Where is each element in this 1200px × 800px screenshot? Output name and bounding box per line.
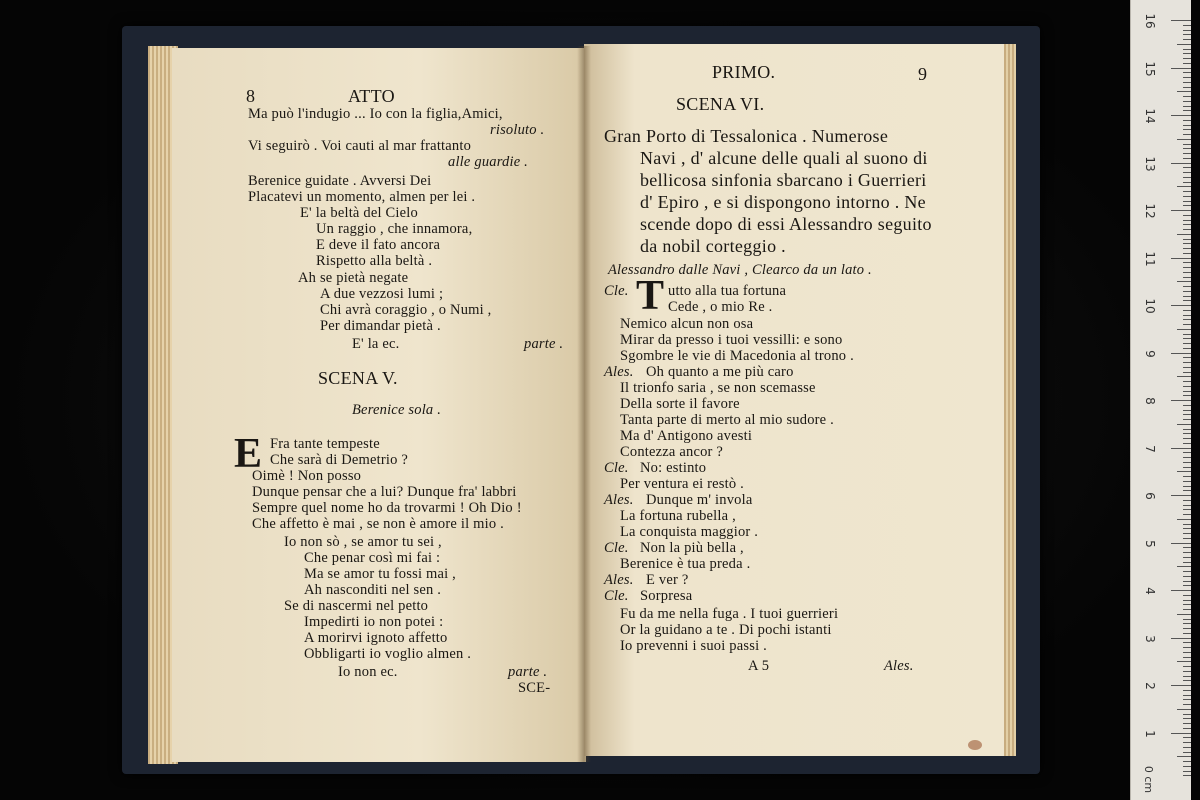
ruler-tick: [1183, 110, 1191, 111]
ruler-tick: [1183, 319, 1191, 320]
ruler-tick: [1183, 39, 1191, 40]
ruler-tick: [1183, 595, 1191, 596]
left-running-head: ATTO: [348, 86, 395, 106]
ruler-tick: [1177, 186, 1191, 187]
ruler-tick: [1183, 718, 1191, 719]
ruler-tick: [1183, 30, 1191, 31]
ruler-tick: [1183, 429, 1191, 430]
ruler-tick: [1183, 538, 1191, 539]
ruler-tick: [1177, 376, 1191, 377]
ruler-tick: [1171, 685, 1191, 686]
verse-line: E deve il fato ancora: [316, 237, 441, 253]
stage-direction: risoluto .: [490, 122, 545, 138]
ruler-tick: [1183, 405, 1191, 406]
ruler-tick: [1183, 395, 1191, 396]
aria-line: Obbligarti io voglio almen .: [304, 646, 472, 662]
left-page-number: 8: [246, 86, 256, 106]
verse-line: A due vezzosi lumi ;: [320, 286, 444, 302]
ruler-tick: [1177, 661, 1191, 662]
ruler-tick: [1183, 647, 1191, 648]
ruler-tick: [1183, 87, 1191, 88]
ruler-tick: [1183, 272, 1191, 273]
ruler-tick: [1183, 224, 1191, 225]
ruler-tick: [1183, 524, 1191, 525]
ruler-tick: [1177, 709, 1191, 710]
ruler-tick: [1171, 590, 1191, 591]
dialogue-line: Contezza ancor ?: [620, 444, 724, 460]
ruler-tick: [1183, 410, 1191, 411]
scene-description-line: bellicosa sinfonia sbarcano i Guerrieri: [640, 170, 927, 190]
aria-line: Che sarà di Demetrio ?: [270, 452, 409, 468]
ruler-tick: [1183, 248, 1191, 249]
dialogue-line: No: estinto: [640, 460, 707, 476]
aria-line: A morirvi ignoto affetto: [304, 630, 448, 646]
dialogue-line: Sgombre le vie di Macedonia al trono .: [620, 348, 854, 364]
dialogue-line: Ma d' Antigono avesti: [620, 428, 753, 444]
ruler-tick: [1183, 58, 1191, 59]
dialogue-line: Il trionfo saria , se non scemasse: [620, 380, 816, 396]
ruler-tick: [1183, 737, 1191, 738]
ruler-tick: [1183, 514, 1191, 515]
catchword: SCE-: [518, 680, 551, 696]
aria-line: Se di nascermi nel petto: [284, 598, 429, 614]
ruler-tick: [1183, 533, 1191, 534]
dialogue-line: Or la guidano a te . Di pochi istanti: [620, 622, 832, 638]
ruler-tick: [1183, 158, 1191, 159]
ruler-tick: [1183, 300, 1191, 301]
ruler-tick: [1183, 671, 1191, 672]
verse-line: Chi avrà coraggio , o Numi ,: [320, 302, 492, 318]
ruler-tick: [1183, 53, 1191, 54]
ruler-tick: [1183, 642, 1191, 643]
ruler-tick: [1183, 714, 1191, 715]
ruler-tick: [1171, 115, 1191, 116]
ruler-number: 4: [1143, 587, 1157, 595]
ruler-tick: [1177, 614, 1191, 615]
ruler-tick: [1183, 600, 1191, 601]
ruler-tick: [1183, 101, 1191, 102]
ruler-tick: [1183, 72, 1191, 73]
ruler-tick: [1171, 543, 1191, 544]
right-running-head: PRIMO.: [712, 62, 776, 82]
speaker-label: Ales.: [604, 572, 634, 588]
signature-mark: A 5: [748, 658, 770, 674]
dialogue-line: Nemico alcun non osa: [620, 316, 754, 332]
ruler-tick: [1177, 329, 1191, 330]
dialogue-line: Non la più bella ,: [640, 540, 744, 556]
ruler-tick: [1183, 585, 1191, 586]
ruler-number: 15: [1143, 60, 1157, 77]
ruler-tick: [1183, 680, 1191, 681]
ruler-number: 7: [1143, 444, 1157, 453]
verse-line: Placatevi un momento, almen per lei .: [248, 189, 476, 205]
dialogue-line: Sorpresa: [640, 588, 693, 604]
ruler-number: 13: [1143, 155, 1157, 172]
scene-characters: Berenice sola .: [352, 402, 442, 418]
ruler-tick: [1183, 490, 1191, 491]
ruler-tick: [1177, 44, 1191, 45]
ruler-tick: [1183, 343, 1191, 344]
ruler-number: 12: [1143, 203, 1157, 219]
ruler-tick: [1183, 125, 1191, 126]
ruler-tick: [1183, 334, 1191, 335]
ruler-tick: [1177, 471, 1191, 472]
ruler-tick: [1183, 82, 1191, 83]
ruler-tick: [1183, 452, 1191, 453]
ruler-tick: [1183, 262, 1191, 263]
ruler-tick: [1183, 433, 1191, 434]
ruler-tick: [1183, 500, 1191, 501]
ruler-number: 10: [1143, 298, 1157, 314]
ruler-tick: [1183, 205, 1191, 206]
aria-line: Che affetto è mai , se non è amore il mio .: [252, 516, 504, 532]
ruler-tick: [1183, 771, 1191, 772]
verse-line: Berenice guidate . Avversi Dei: [248, 173, 432, 189]
ruler-tick: [1183, 267, 1191, 268]
book-gutter: [577, 46, 591, 762]
speaker-label: Cle.: [604, 460, 629, 476]
ruler-tick: [1171, 210, 1191, 211]
ruler-tick: [1177, 91, 1191, 92]
stage-direction: Alessandro dalle Navi , Clearco da un lato .: [608, 262, 872, 278]
ruler-tick: [1183, 699, 1191, 700]
dialogue-line: E ver ?: [646, 572, 689, 588]
scene-description-line: d' Epiro , e si dispongono intorno . Ne: [640, 192, 926, 212]
ruler-tick: [1171, 638, 1191, 639]
ruler-tick: [1183, 172, 1191, 173]
ruler-tick: [1183, 63, 1191, 64]
ruler-tick: [1183, 372, 1191, 373]
ruler-tick: [1183, 752, 1191, 753]
ruler-tick: [1183, 220, 1191, 221]
ruler-tick: [1183, 239, 1191, 240]
ruler-tick: [1183, 291, 1191, 292]
dialogue-line: Dunque m' invola: [646, 492, 753, 508]
catchword: Ales.: [884, 658, 914, 674]
ruler-tick: [1183, 120, 1191, 121]
ruler-tick: [1183, 467, 1191, 468]
ruler-tick: [1183, 576, 1191, 577]
ruler-tick: [1183, 177, 1191, 178]
ruler-tick: [1183, 438, 1191, 439]
ruler-tick: [1183, 609, 1191, 610]
ruler-tick: [1183, 96, 1191, 97]
ruler-tick: [1183, 129, 1191, 130]
ruler-tick: [1183, 657, 1191, 658]
ruler-tick: [1183, 528, 1191, 529]
ruler-tick: [1183, 728, 1191, 729]
ruler-tick: [1183, 457, 1191, 458]
ruler-tick: [1183, 633, 1191, 634]
ruler-tick: [1177, 234, 1191, 235]
ruler-number: 14: [1143, 108, 1157, 124]
dialogue-line: Fu da me nella fuga . I tuoi guerrieri: [620, 606, 839, 622]
speaker-label: Ales.: [604, 364, 634, 380]
dialogue-line: Cede , o mio Re .: [668, 299, 773, 315]
aria-line: Sempre quel nome ho da trovarmi ! Oh Dio !: [252, 500, 522, 516]
ruler-tick: [1183, 476, 1191, 477]
verse-line: Vi seguirò . Voi cauti al mar frattanto: [248, 138, 472, 154]
ruler-number: 6: [1143, 492, 1157, 500]
ruler-number: 2: [1143, 682, 1157, 690]
ruler-tick: [1183, 182, 1191, 183]
aria-line: Fra tante tempeste: [270, 436, 380, 452]
ruler-tick: [1183, 25, 1191, 26]
ruler-tick: [1183, 286, 1191, 287]
ruler-number: 5: [1143, 539, 1157, 548]
ruler-tick: [1177, 566, 1191, 567]
speaker-label: Cle.: [604, 588, 629, 604]
ruler-number: 9: [1143, 349, 1157, 358]
right-page-number: 9: [918, 64, 928, 84]
ruler-tick: [1183, 362, 1191, 363]
scene-description-line: da nobil corteggio .: [640, 236, 786, 256]
verse-line: Ma può l'indugio ... Io con la figlia,Amici,: [248, 106, 503, 122]
verse-line: Ah se pietà negate: [298, 270, 409, 286]
ruler-tick: [1183, 619, 1191, 620]
ruler-tick: [1183, 666, 1191, 667]
ruler-tick: [1171, 353, 1191, 354]
ruler-tick: [1177, 756, 1191, 757]
verse-line: E' la ec.: [352, 336, 400, 352]
ruler-tick: [1183, 766, 1191, 767]
paper-stain: [968, 740, 982, 750]
ruler-tick: [1183, 196, 1191, 197]
stage-direction: parte .: [508, 664, 548, 680]
ruler-number: 1: [1143, 729, 1157, 738]
scene-description-line: Navi , d' alcune delle quali al suono di: [640, 148, 928, 168]
ruler-tick: [1183, 348, 1191, 349]
ruler-tick: [1183, 153, 1191, 154]
ruler-tick: [1183, 296, 1191, 297]
ruler-tick: [1183, 144, 1191, 145]
ruler-tick: [1183, 34, 1191, 35]
ruler-tick: [1183, 310, 1191, 311]
ruler-tick: [1183, 148, 1191, 149]
ruler-tick: [1183, 742, 1191, 743]
ruler-tick: [1183, 547, 1191, 548]
ruler-tick: [1183, 628, 1191, 629]
ruler-tick: [1183, 391, 1191, 392]
ruler-tick: [1183, 414, 1191, 415]
ruler-tick: [1183, 243, 1191, 244]
dialogue-line: Mirar da presso i tuoi vessilli: e sono: [620, 332, 843, 348]
aria-line: Io non ec.: [338, 664, 398, 680]
ruler-tick: [1171, 68, 1191, 69]
scene-description-line: scende dopo di essi Alessandro seguito: [640, 214, 932, 234]
ruler-number: 11: [1143, 250, 1157, 267]
ruler-tick: [1183, 723, 1191, 724]
ruler-unit-label: 0 cm: [1142, 765, 1156, 794]
ruler-tick: [1183, 581, 1191, 582]
stage-direction: parte .: [524, 336, 564, 352]
left-page: [172, 48, 586, 762]
dialogue-line: Berenice è tua preda .: [620, 556, 751, 572]
ruler-tick: [1171, 163, 1191, 164]
ruler-tick: [1183, 277, 1191, 278]
ruler-tick: [1171, 20, 1191, 21]
aria-line: Io non sò , se amor tu sei ,: [284, 534, 442, 550]
ruler-tick: [1183, 775, 1191, 776]
dialogue-line: La conquista maggior .: [620, 524, 759, 540]
ruler-tick: [1183, 652, 1191, 653]
dialogue-line: Tanta parte di merto al mio sudore .: [620, 412, 834, 428]
ruler-tick: [1183, 704, 1191, 705]
ruler-number: 16: [1143, 13, 1157, 29]
ruler-tick: [1177, 139, 1191, 140]
right-page: [584, 44, 1004, 756]
aria-line: Impedirti io non potei :: [304, 614, 444, 630]
ruler-tick: [1183, 747, 1191, 748]
dialogue-line: La fortuna rubella ,: [620, 508, 736, 524]
ruler-tick: [1183, 509, 1191, 510]
ruler-number: 3: [1143, 634, 1157, 643]
ruler-number: 8: [1143, 397, 1157, 405]
ruler-tick: [1183, 324, 1191, 325]
aria-line: Che penar così mi fai :: [304, 550, 441, 566]
speaker-label: Cle.: [604, 283, 629, 299]
ruler-tick: [1183, 623, 1191, 624]
aria-line: Dunque pensar che a lui? Dunque fra' labbri: [252, 484, 517, 500]
ruler-tick: [1183, 761, 1191, 762]
verse-line: Un raggio , che innamora,: [316, 221, 473, 237]
ruler-tick: [1183, 419, 1191, 420]
dialogue-line: Oh quanto a me più caro: [646, 364, 794, 380]
aria-line: Ah nasconditi nel sen .: [304, 582, 442, 598]
speaker-label: Cle.: [604, 540, 629, 556]
ruler-tick: [1171, 258, 1191, 259]
ruler-tick: [1183, 481, 1191, 482]
ruler-tick: [1171, 448, 1191, 449]
ruler-tick: [1183, 571, 1191, 572]
dialogue-line: Io prevenni i suoi passi .: [620, 638, 767, 654]
ruler-tick: [1183, 486, 1191, 487]
drop-cap: E: [234, 431, 263, 477]
ruler-tick: [1183, 552, 1191, 553]
ruler-tick: [1183, 315, 1191, 316]
ruler-tick: [1177, 281, 1191, 282]
stage-direction: alle guardie .: [448, 154, 528, 170]
ruler-tick: [1183, 604, 1191, 605]
ruler-tick: [1183, 695, 1191, 696]
ruler-tick: [1183, 338, 1191, 339]
ruler-tick: [1183, 557, 1191, 558]
ruler-tick: [1183, 215, 1191, 216]
ruler-tick: [1183, 253, 1191, 254]
ruler-tick: [1183, 49, 1191, 50]
ruler-tick: [1171, 400, 1191, 401]
scene-heading: SCENA V.: [318, 368, 398, 388]
ruler-tick: [1183, 386, 1191, 387]
ruler-tick: [1183, 505, 1191, 506]
ruler-tick: [1183, 191, 1191, 192]
ruler-tick: [1183, 77, 1191, 78]
ruler-tick: [1183, 106, 1191, 107]
ruler-tick: [1171, 733, 1191, 734]
ruler-tick: [1183, 229, 1191, 230]
dialogue-line: Della sorte il favore: [620, 396, 740, 412]
scene-heading: SCENA VI.: [676, 94, 765, 114]
ruler-tick: [1177, 424, 1191, 425]
ruler-tick: [1183, 167, 1191, 168]
ruler-tick: [1183, 367, 1191, 368]
ruler-tick: [1183, 357, 1191, 358]
speaker-label: Ales.: [604, 492, 634, 508]
verse-line: Rispetto alla beltà .: [316, 253, 433, 269]
ruler-tick: [1183, 381, 1191, 382]
aria-line: Oimè ! Non posso: [252, 468, 362, 484]
ruler-tick: [1183, 676, 1191, 677]
ruler-tick: [1183, 443, 1191, 444]
ruler-tick: [1183, 134, 1191, 135]
verse-line: E' la beltà del Cielo: [300, 205, 418, 221]
ruler-tick: [1171, 495, 1191, 496]
scene-description-line: Gran Porto di Tessalonica . Numerose: [604, 126, 889, 146]
ruler-tick: [1183, 462, 1191, 463]
ruler-tick: [1183, 562, 1191, 563]
drop-cap: T: [636, 273, 665, 319]
ruler-tick: [1183, 690, 1191, 691]
dialogue-line: utto alla tua fortuna: [668, 283, 787, 299]
ruler-tick: [1177, 519, 1191, 520]
ruler-tick: [1171, 305, 1191, 306]
measurement-ruler: [1130, 0, 1191, 800]
verse-line: Per dimandar pietà .: [320, 318, 441, 334]
aria-line: Ma se amor tu fossi mai ,: [304, 566, 456, 582]
ruler-tick: [1183, 201, 1191, 202]
dialogue-line: Per ventura ei restò .: [620, 476, 744, 492]
